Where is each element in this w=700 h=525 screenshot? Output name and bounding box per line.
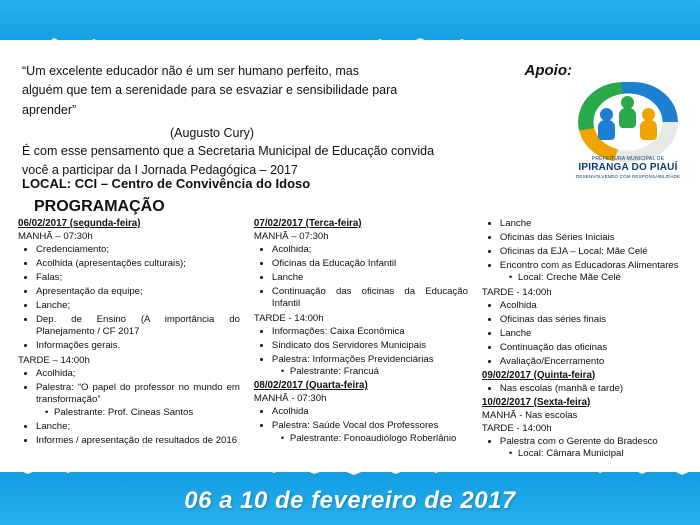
list-item: • Acolhida [500, 300, 686, 312]
list-subitem: • Local: Creche Mãe Celé [518, 272, 686, 284]
logo-figure-blue [600, 108, 613, 121]
list-item: • Acolhida; [272, 244, 468, 256]
list-item: • Oficinas da Educação Infantil [272, 258, 468, 270]
list-item: • Falas; [36, 272, 240, 284]
logo-line1: PREFEITURA MUNICIPAL DE [591, 156, 665, 162]
support-label: Apoio: [524, 62, 572, 79]
list-item: • Oficinas das séries finais [500, 314, 686, 326]
list-item: • Acolhida [272, 406, 468, 418]
schedule-item-list [264, 244, 468, 311]
schedule-period: TARDE – 14:00h [18, 354, 90, 366]
list-item: • Continuação das oficinas [500, 342, 686, 354]
quote-author: (Augusto Cury) [169, 126, 255, 141]
city-hall-logo [570, 82, 686, 186]
schedule-column [254, 218, 468, 462]
schedule-column [482, 218, 686, 462]
schedule-period: TARDE - 14:00h [253, 312, 324, 324]
schedule-subitem-list [280, 366, 468, 378]
intro-text: É com esse pensamento que a Secretaria Municipal de Educação convida você a participar da I Jornada Pedagógica – 2017 [22, 144, 435, 177]
schedule-date: 06/02/2017 (segunda-feira) [18, 218, 141, 229]
schedule-period: TARDE - 14:00h [481, 422, 552, 434]
list-item: • Lanche; [36, 421, 240, 433]
list-item: • Apresentação da equipe; [36, 286, 240, 298]
list-item: • Lanche [500, 328, 686, 340]
list-item: • Continuação das oficinas da Educação Infantil [272, 286, 468, 311]
schedule-date: 07/02/2017 (Terca-feira) [253, 218, 362, 229]
event-location: LOCAL: CCI – Centro de Convivência do Idoso [22, 176, 311, 191]
list-subitem: • Palestrante: Prof. Cineas Santos [54, 407, 240, 419]
schedule-item-list [492, 300, 686, 368]
list-item: • Acolhida; [36, 368, 240, 380]
list-item: • Informes / apresentação de resultados de 2016 [36, 435, 240, 447]
list-item: • Oficinas da EJA – Local: Mãe Celé [500, 246, 686, 258]
list-subitem: • Palestrante: Francuá [290, 366, 468, 378]
event-dates-footer: 06 a 10 de fevereiro de 2017 [184, 487, 516, 514]
logo-line2: IPIRANGA DO PIAUÍ [578, 162, 678, 173]
logo-figure-green [621, 96, 634, 109]
list-subitem: • Local: Câmara Municipal [518, 448, 686, 460]
schedule-period: MANHÃ - Nas escolas [481, 409, 578, 421]
list-item: • Palestra: Informações Previdenciárias • Palestrante: Francuá [272, 354, 468, 379]
schedule-item-list [492, 383, 686, 395]
list-item: • Palestra: “O papel do professor no mundo em transformação” • Palestrante: Prof. Cineas Santos [36, 382, 240, 419]
schedule-date: 10/02/2017 (Sexta-feira) [481, 396, 591, 408]
schedule-item-list [492, 218, 686, 285]
logo-figure-orange [642, 108, 655, 121]
schedule-subitem-list [44, 407, 240, 419]
list-item: • Informações gerais. [36, 340, 240, 352]
schedule-subitem-list [508, 272, 686, 284]
list-item: • Sindicato dos Servidores Municipais [272, 340, 468, 352]
list-item: • Oficinas das Séries Iniciais [500, 232, 686, 244]
schedule-subitem-list [508, 448, 686, 460]
schedule-period: TARDE - 14:00h [481, 286, 552, 298]
quote-block [22, 62, 402, 144]
logo-people-icon [600, 96, 656, 142]
list-item: • Lanche; [36, 300, 240, 312]
page-title: PROGRAMAÇÃO [34, 198, 165, 215]
list-item: • Lanche [500, 218, 686, 230]
schedule-period: MANHÃ – 07:30h [18, 231, 93, 242]
schedule-period: MANHÃ - 07:30h [253, 393, 327, 405]
schedule-period: MANHÃ – 07:30h [253, 231, 329, 242]
list-item: • Nas escolas (manhã e tarde) [500, 383, 686, 395]
schedule-item-list [28, 368, 240, 447]
schedule-date: 09/02/2017 (Quinta-feira) [481, 369, 596, 381]
list-item: • Palestra: Saúde Vocal dos Professores • Palestrante: Fonoaudiólogo Roberlânio [272, 420, 468, 445]
schedule-item-list [264, 406, 468, 445]
list-item: • Acolhida (apresentações culturais); [36, 258, 240, 270]
list-item: • Credenciamento; [36, 244, 240, 256]
schedule-column [18, 218, 240, 462]
list-subitem: • Palestrante: Fonoaudiólogo Roberlânio [290, 433, 468, 445]
poster-content [0, 46, 700, 466]
list-item: • Informações: Caixa Econômica [272, 326, 468, 338]
schedule-subitem-list [280, 433, 468, 445]
schedule-columns [18, 218, 686, 462]
schedule-item-list [28, 244, 240, 353]
schedule-item-list [264, 326, 468, 379]
list-item: • Palestra com o Gerente do Bradesco • Local: Câmara Municipal [500, 436, 686, 461]
list-item: • Avaliação/Encerramento [500, 356, 686, 368]
list-item: • Encontro com as Educadoras Alimentares • Local: Creche Mãe Celé [500, 260, 686, 285]
schedule-date: 08/02/2017 (Quarta-feira) [253, 380, 368, 392]
list-item: • Dep. de Ensino (A importância do Planejamento / CF 2017 [36, 314, 240, 339]
schedule-item-list [492, 436, 686, 461]
list-item: • Lanche [272, 272, 468, 284]
quote-text: “Um excelente educador não é um ser humano perfeito, mas alguém que tem a serenidade para se esvaziar e sensibilidade para aprender” [22, 64, 398, 117]
logo-line3: DESENVOLVENDO COM RESPONSABILIDADE [575, 174, 681, 179]
